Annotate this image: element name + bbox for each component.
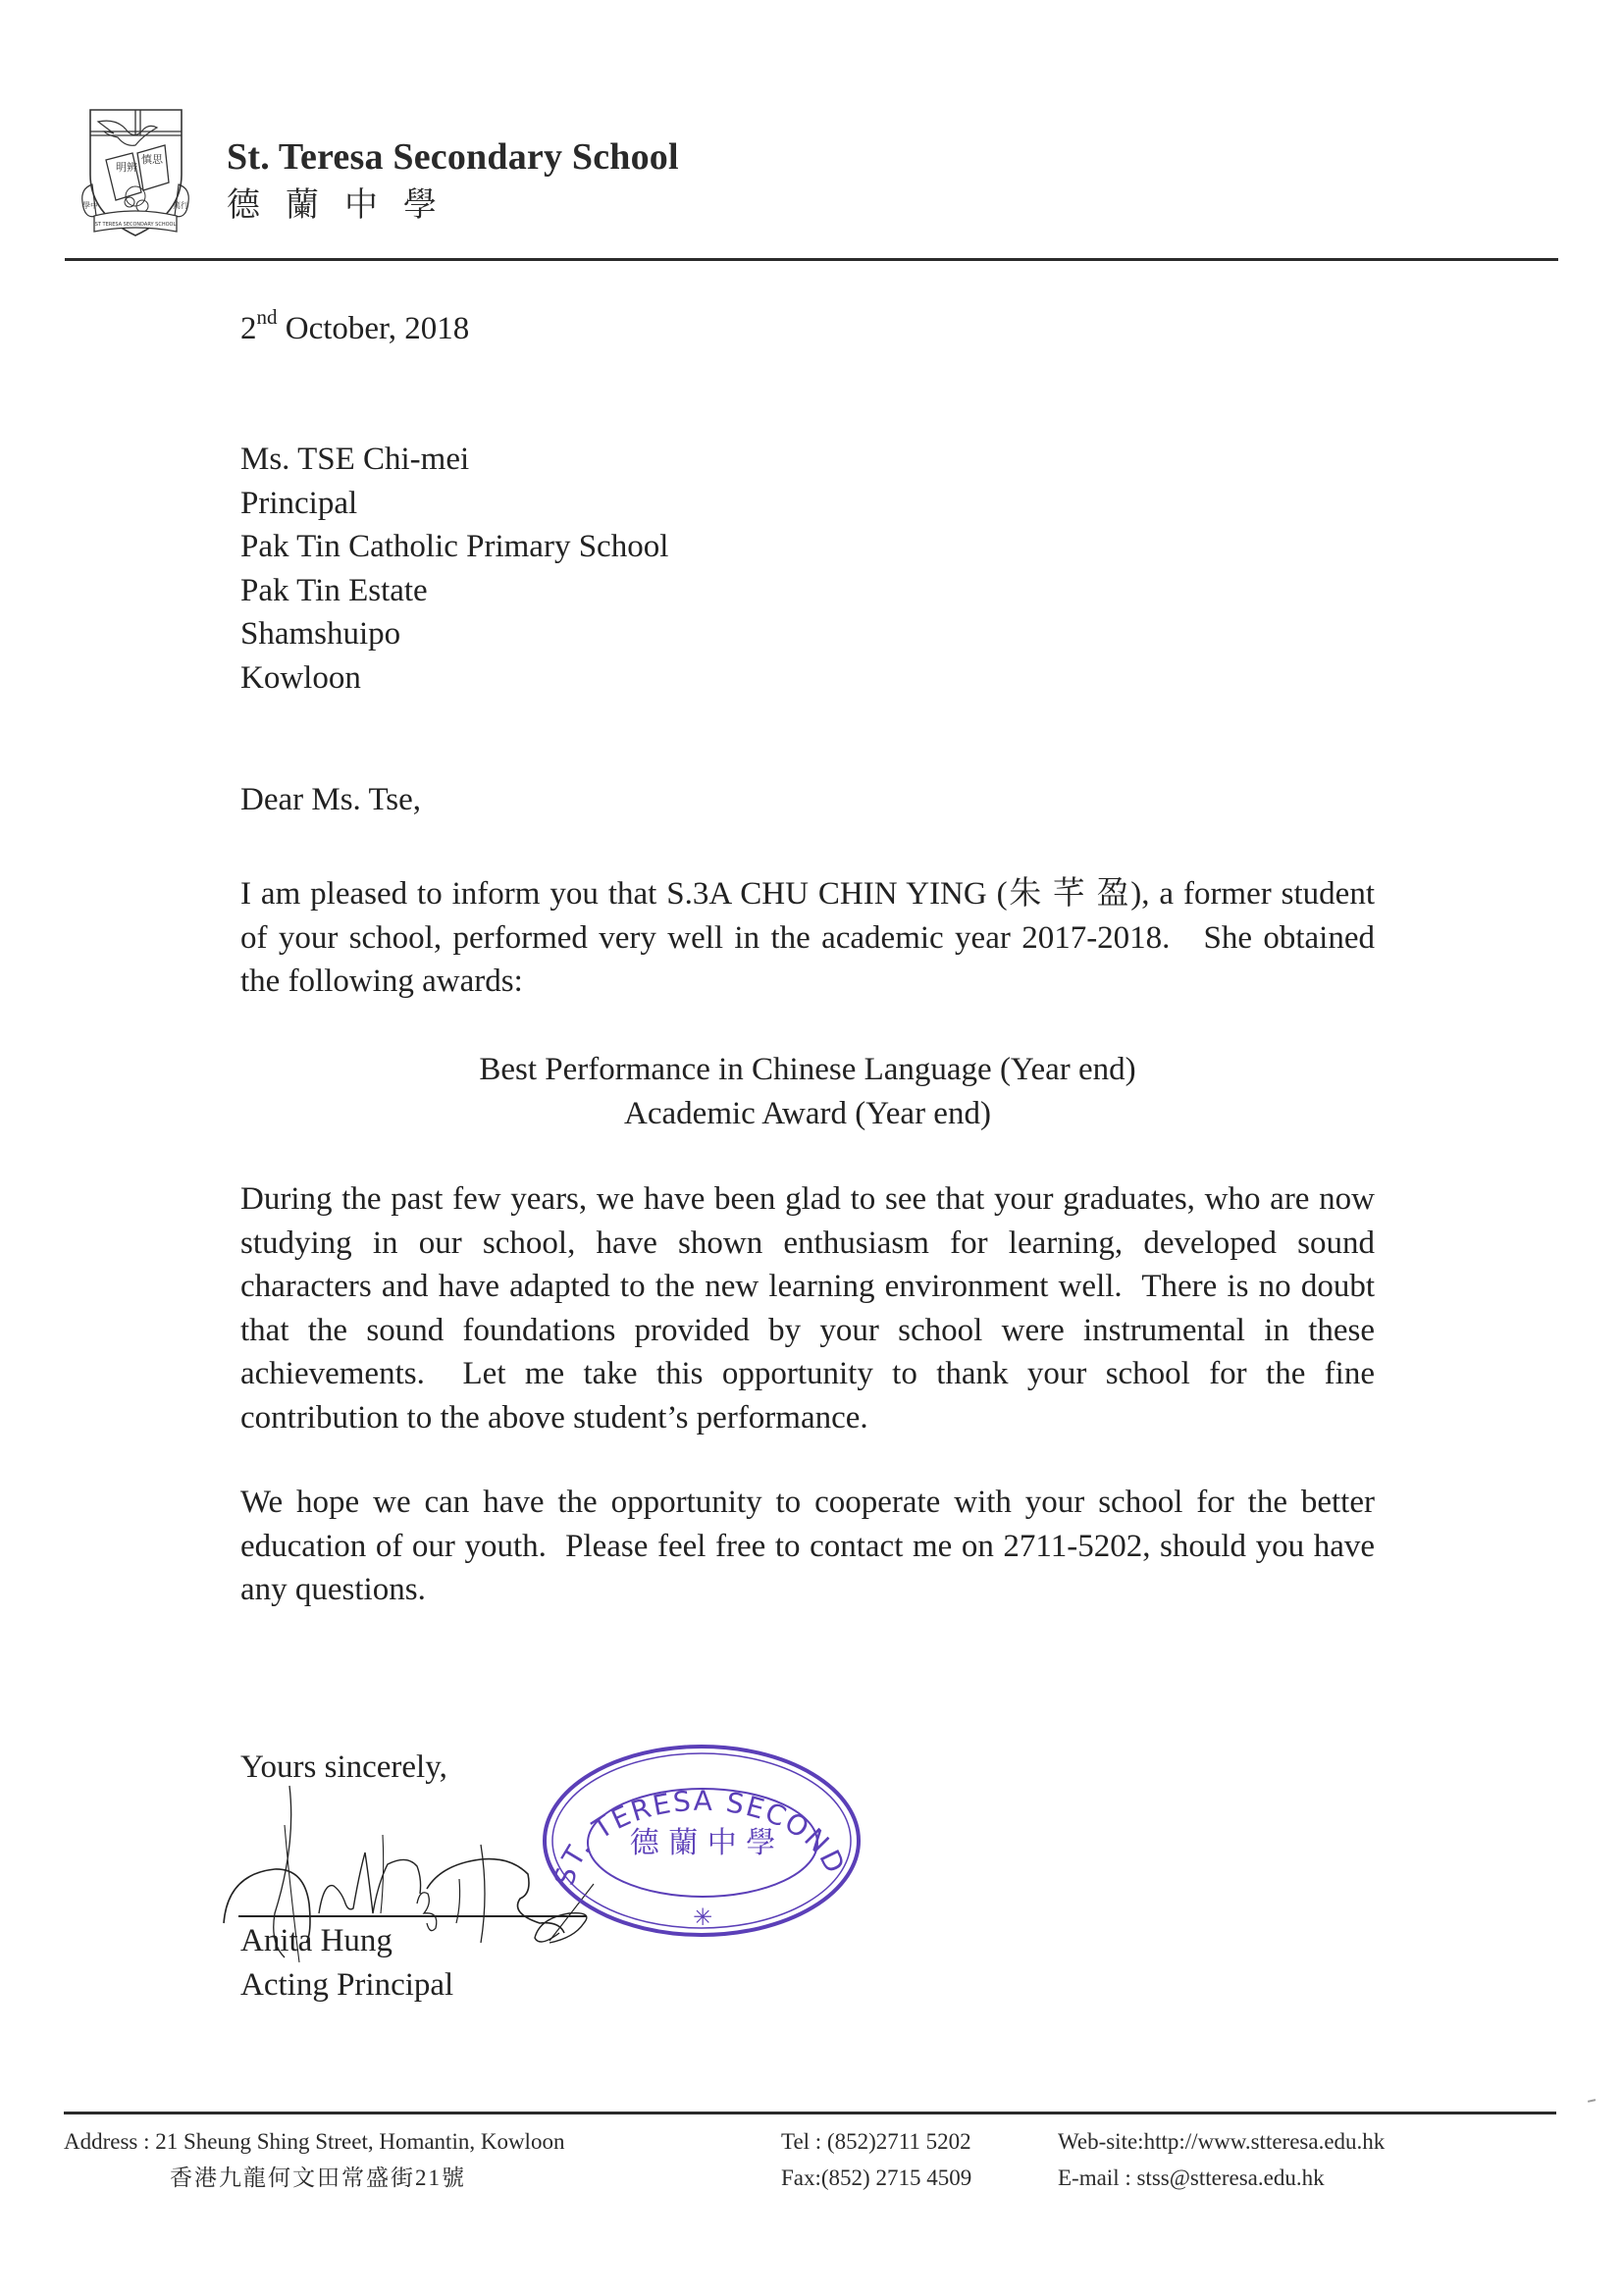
footer-email-link[interactable]: E-mail : stss@stteresa.edu.hk (1058, 2166, 1325, 2190)
recipient-district: Shamshuipo (240, 616, 401, 652)
stamp-seal-icon (535, 1737, 873, 1948)
footer-address-en: Address : 21 Sheung Shing Street, Homantin, Kowloon (64, 2129, 565, 2154)
award-item: Academic Award (Year end) (624, 1095, 991, 1131)
recipient-estate: Pak Tin Estate (240, 572, 428, 608)
school-name-zh: 德蘭中學 (227, 187, 462, 224)
signer-name: Anita Hung (240, 1923, 393, 1958)
recipient-title: Principal (240, 485, 358, 521)
crest-ribbon-left-text: 學中 (82, 201, 98, 210)
svg-text:ST. TERESA SECONDARY SCHOOL (535, 1737, 852, 1889)
recipient-address-block (240, 438, 668, 701)
crest-ribbon-bottom-text: ST TERESA SECONDARY SCHOOL (94, 222, 177, 228)
date-ordinal-suffix: nd (256, 305, 278, 329)
paragraph-contact: We hope we can have the opportunity to cooperate with your school for the better education of our youth. Please feel free to contact me on 2711-5202, should you have any questions. (240, 1485, 1384, 1608)
stamp-center-text: 德 蘭 中 學 (629, 1826, 776, 1860)
date-month-year: October, 2018 (277, 311, 470, 346)
footer-website-link[interactable]: Web-site:http://www.stteresa.edu.hk (1058, 2129, 1386, 2154)
school-name-en: St. Teresa Secondary School (227, 136, 679, 178)
letter-date (240, 307, 469, 351)
stamp-ring-text: ST. TERESA SECOND (548, 1784, 853, 1889)
crest-book-left-text: 明辨 (116, 161, 137, 174)
crest-book-right-text: 慎思 (141, 153, 163, 166)
school-crest-logo (79, 106, 196, 248)
recipient-school: Pak Tin Catholic Primary School (240, 529, 669, 565)
school-stamp (535, 1737, 873, 1948)
stamp-star-icon: ✳ (692, 1904, 713, 1931)
footer-address-zh: 香港九龍何文田常盛街21號 (170, 2166, 466, 2190)
paragraph-student-awards: I am pleased to inform you that S.3A CHU CHIN YING (朱 芊 盈), a former student of your school, performed very well in the academic year 2017-2018. She obtained the following awards: (240, 876, 1384, 1000)
paragraph-graduates: During the past few years, we have been glad to see that your graduates, who are now studying in our school, have shown enthusiasm for learning, developed sound characters and have adapted to the new learning environment well. There is no doubt that the sound foundations provided by your school were instrumental in these achievements. Let me take this opportunity to thank your school for the fine contribution to the above student’s performance. (240, 1181, 1384, 1435)
footer-fax: Fax:(852) 2715 4509 (781, 2166, 972, 2190)
salutation: Dear Ms. Tse, (240, 782, 422, 817)
date-day: 2 (240, 311, 257, 346)
school-crest-icon (79, 106, 196, 248)
recipient-name: Ms. TSE Chi-mei (240, 442, 470, 477)
awards-list (240, 1048, 1375, 1135)
crest-ribbon-right-text: 篤行 (173, 201, 188, 210)
award-item: Best Performance in Chinese Language (Year end) (479, 1052, 1136, 1087)
recipient-region: Kowloon (240, 659, 361, 696)
scan-speck (1588, 2099, 1596, 2102)
footer-telephone: Tel : (852)2711 5202 (781, 2129, 971, 2154)
footer-divider (64, 2112, 1556, 2114)
header-divider (65, 258, 1558, 261)
closing: Yours sincerely, (240, 1749, 447, 1785)
signer-title: Acting Principal (240, 1967, 454, 2003)
